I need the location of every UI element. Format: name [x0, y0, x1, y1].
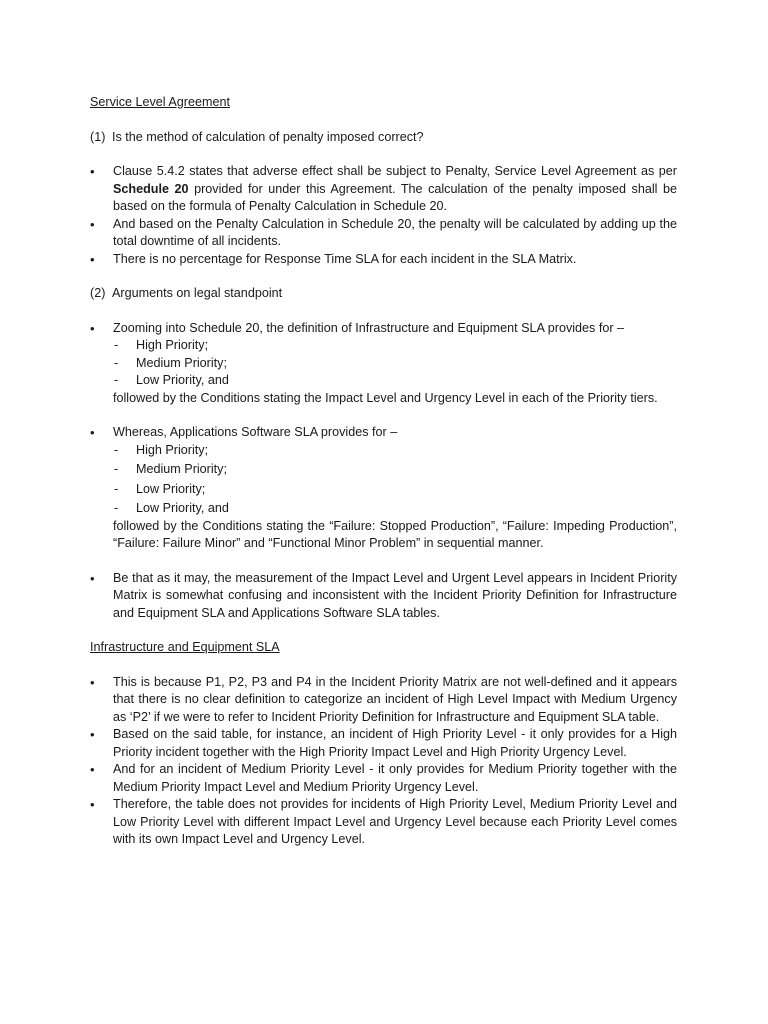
question-2-bullets [90, 320, 677, 408]
infra-priority-list [113, 337, 677, 390]
bullet-text: Zooming into Schedule 20, the definition of Infrastructure and Equipment SLA provides for – [113, 320, 625, 335]
bullet-text: Clause 5.4.2 states that adverse effect shall be subject to Penalty, Service Level Agreement as per [113, 164, 677, 178]
question-2-bullets-end [90, 570, 677, 623]
dash-item: - Medium Priority; [113, 461, 677, 479]
question-2 [90, 285, 677, 303]
list-item: • Be that as it may, the measurement of the Impact Level and Urgent Level appears in Incident Priority Matrix is somewhat confusing and inconsistent with the Incident Priority Definition for Infrastructure and Equipment SLA and Applications Software SLA tables. [90, 570, 677, 623]
section-title-infra: Infrastructure and Equipment SLA [90, 640, 280, 654]
bullet-follow-text: followed by the Conditions stating the Impact Level and Urgency Level in each of the Priority tiers. [113, 390, 658, 405]
list-item: • And for an incident of Medium Priority Level - it only provides for Medium Priority together with the Medium Priority Impact Level and Medium Priority Urgency Level. [90, 761, 677, 796]
software-priority-list [113, 442, 677, 518]
question-1-bullets [90, 163, 677, 268]
document-body [90, 94, 677, 849]
question-2-bullets-cont [90, 424, 677, 553]
question-2-number: (2) [90, 286, 106, 300]
bullet-bold-text: Schedule 20 [113, 181, 189, 196]
list-item: • Based on the said table, for instance, an incident of High Priority Level - it only provides for a High Priority incident together with the High Priority Impact Level and High Priority Urgency Level. [90, 726, 677, 761]
infra-bullets [90, 674, 677, 849]
bullet-text: provided for under this Agreement. The calculation of the penalty imposed shall be based on the formula of Penalty Calculation in Schedule 20. [113, 181, 677, 213]
list-item: • This is because P1, P2, P3 and P4 in the Incident Priority Matrix are not well-defined and it appears that there is no clear definition to categorize an incident of High Level Impact with Medium Urgency as ‘P2’ if we were to refer to Incident Priority Definition for Infrastructure and Equipment SLA table. [90, 674, 677, 727]
dash-item: - Low Priority, and [113, 500, 677, 518]
list-item: • And based on the Penalty Calculation in Schedule 20, the penalty will be calculated by adding up the total downtime of all incidents. [90, 216, 677, 251]
dash-item: - High Priority; [113, 442, 677, 460]
question-2-text: Arguments on legal standpoint [112, 286, 283, 300]
bullet-follow-text: followed by the Conditions stating the “Failure: Stopped Production”, “Failure: Impeding Production”, “Failure: Failure Minor” and “Functional Minor Problem” in sequential manner. [113, 518, 677, 550]
dash-item: - Low Priority, and [113, 372, 677, 390]
section-title-sla: Service Level Agreement [90, 95, 231, 109]
list-item: • Therefore, the table does not provides for incidents of High Priority Level, Medium Priority Level and Low Priority Level with different Impact Level and Urgency Level because each Priority Level comes with its own Impact Level and Urgency Level. [90, 796, 677, 849]
list-item [90, 424, 677, 553]
dash-item: - Medium Priority; [113, 355, 677, 373]
bullet-text: Whereas, Applications Software SLA provides for – [113, 425, 398, 439]
question-1-number: (1) [90, 129, 106, 144]
question-1-text: Is the method of calculation of penalty imposed correct? [112, 129, 424, 144]
list-item [90, 320, 677, 408]
dash-item: - Low Priority; [113, 481, 677, 499]
list-item: • There is no percentage for Response Time SLA for each incident in the SLA Matrix. [90, 251, 677, 269]
list-item [90, 163, 677, 216]
dash-item: - High Priority; [113, 337, 677, 355]
question-1 [90, 129, 677, 147]
